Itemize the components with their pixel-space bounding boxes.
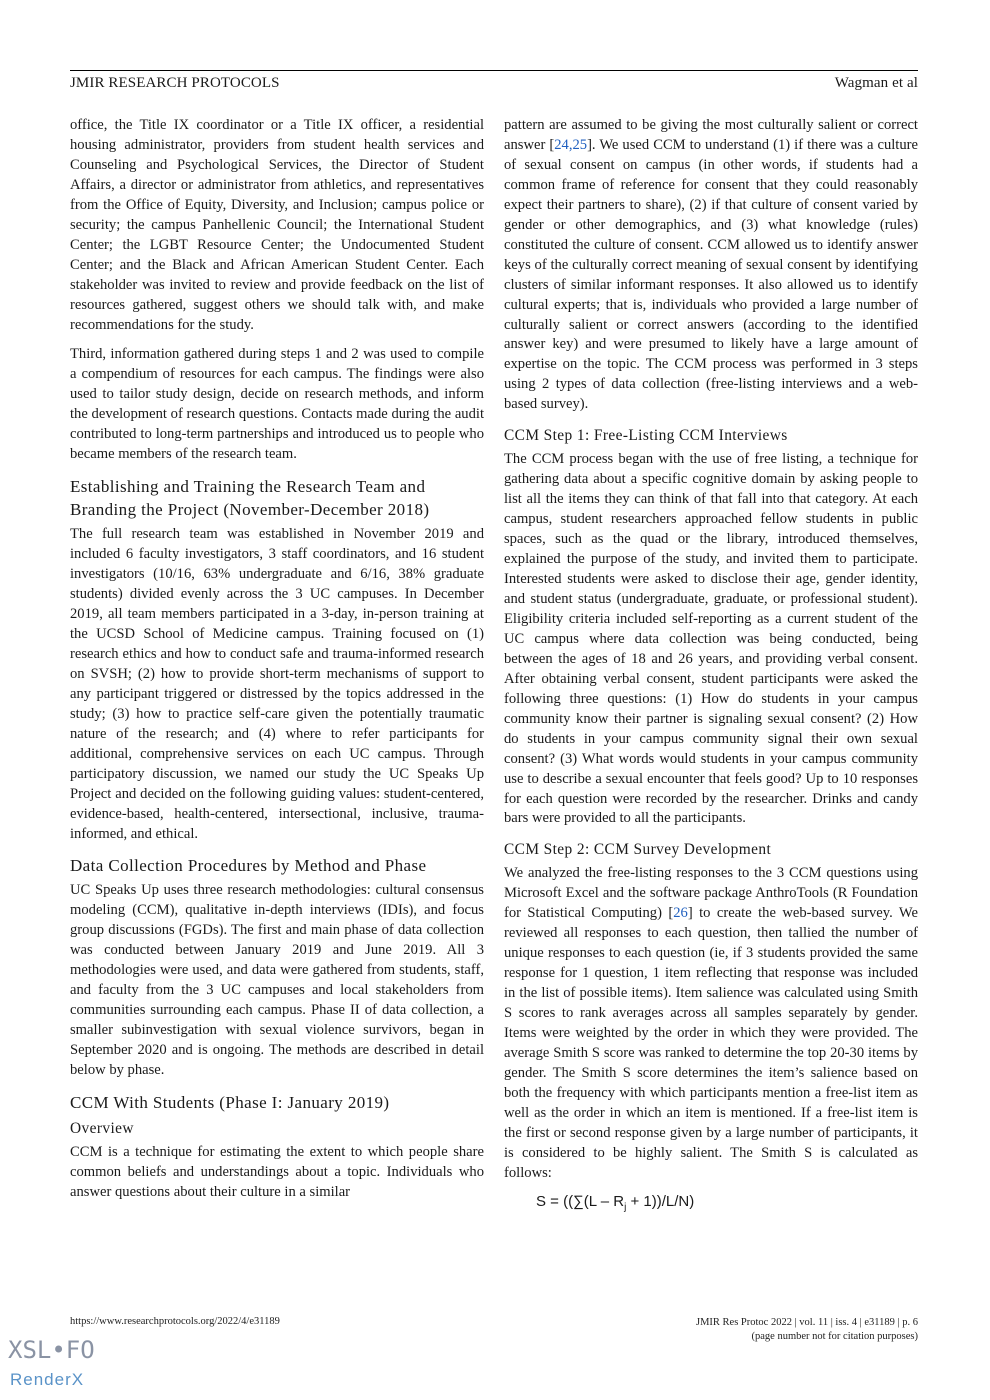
subsection-heading-step1: CCM Step 1: Free-Listing CCM Interviews [504, 427, 788, 445]
citation-link[interactable]: 24,25 [554, 136, 588, 153]
right-column [504, 116, 918, 1218]
page-note: (page number not for citation purposes) [751, 1331, 918, 1342]
section-heading-ccm: CCM With Students (Phase I: January 2019) [70, 1092, 390, 1112]
citation-link[interactable]: 26 [673, 905, 688, 922]
text-run: pattern are assumed to be giving the most culturally salient or correct answer [ [504, 117, 918, 153]
paragraph [504, 116, 918, 415]
running-header [70, 70, 918, 92]
text-run: We analyzed the free-listing responses to the 3 CCM questions using Microsoft Excel and the software package AnthroTools (R Foundation for Statistical Computing) [ [504, 865, 918, 922]
subsection-heading-overview: Overview [70, 1119, 134, 1137]
text-run: ] to create the web-based survey. We reviewed all responses to each question, then tallied the number of unique responses to each question (ie, if 3 students provided the same response for 1 question, 1 item reflecting that response was included in the list of possible items). Item salience was calculated using Smith S scores to rank averages across all samples separately by gender. Items were weighted by the order in which they were provided. The average Smith S score was ranked to determine the top 20-30 items by gender. The Smith S score determines the item’s salience based on both the frequency with which participants mention a free-list item as well as the order in which an item is mentioned. If a free-list item is the first or second response given by a large number of participants, it is considered to be highly salient. The Smith S is calculated as follows: [504, 905, 918, 1181]
paragraph: office, the Title IX coordinator or a Title IX officer, a residential housing administrator, providers from student health services and Counseling and Psychological Services, the Director of Student Affairs, a director or administrator from athletics, and representatives from the Office of Equity, Diversity, and Inclusion; campus police or security; the campus Panhellenic Council; the International Student Center; the LGBT Resource Center; the Undocumented Student Center; and the Black and African American Student Center. Each stakeholder was invited to review and provide feedback on the list of resources gathered, suggest others we should talk with, and make recommendations for the study. [70, 117, 484, 333]
formula-part: S = ((∑(L – R [536, 1192, 625, 1210]
paragraph: The full research team was established in November 2019 and included 6 faculty investigators, 3 staff coordinators, and 16 student investigators (10/16, 63% undergraduate and 6/16, 38% graduate students) divided evenly across the 3 UC campuses. In December 2019, all team members participated in a 3-day, in-person training at the UCSD School of Medicine campus. Training focused on (1) research ethics and how to conduct safe and trauma-informed research on SVSH; (2) how to provide short-term mechanisms of support to any participant triggered or distressed by the topics addressed in the study; (3) how to practice self-care given the potentially traumatic nature of the research; and (4) where to refer participants for additional, comprehensive services on each UC campus. Through participatory discussion, we named our study the UC Speaks Up Project and decided on the following guiding values: student-centered, evidence-based, health-centered, intersectional, inclusive, trauma-informed, and ethical. [70, 526, 484, 842]
text-run: ]. We used CCM to understand (1) if there was a culture of sexual consent on campus (in other words, if students had a common frame of reference for consent that they could reasonably expect their partners to share), (2) if that culture of consent varied by gender or other demographics, and (3) what knowledge (rules) constituted the culture of consent. CCM allowed us to identify answer keys of the culturally correct meaning of sexual consent by identifying clusters of similar informant responses. It also allowed us to identify cultural experts; that is, individuals who provided a large number of culturally salient or correct answers (according to the identified answer key) and were presumed to likely have a large amount of expertise on the topic. The CCM process was performed in 3 steps using 2 types of data collection (free-listing interviews and a web-based survey). [504, 136, 918, 413]
footer-url[interactable]: https://www.researchprotocols.org/2022/4/e31189 [70, 1316, 280, 1327]
left-column [70, 116, 484, 1213]
paragraph: UC Speaks Up uses three research methodologies: cultural consensus modeling (CCM), qualitative in-depth interviews (IDIs), and focus group discussions (FGDs). The first and main phase of data collection was conducted between January 2019 and June 2019. All 3 methodologies were used, and data were gathered from students, staff, and faculty from the 3 UC campuses and local stakeholders from communities surrounding each campus. Phase II of data collection, a smaller subinvestigation with sexual violence survivors, began in September 2020 and is ongoing. The methods are described in detail below by phase. [70, 882, 484, 1079]
author-running-head: Wagman et al [834, 75, 918, 91]
formula-subscript: j [624, 1201, 627, 1213]
smith-s-formula [536, 1192, 918, 1218]
paragraph: Third, information gathered during steps 1 and 2 was used to compile a compendium of resources for each campus. The findings were also used to tailor study design, decide on research methods, and inform the development of research questions. Contacts made during the audit contributed to long-term partnerships and introduced us to people who became members of the research team. [70, 346, 484, 463]
citation-line: JMIR Res Protoc 2022 | vol. 11 | iss. 4 | e31189 | p. 6 [695, 1317, 918, 1328]
paragraph: CCM is a technique for estimating the extent to which people share common beliefs and understandings about a topic. Individuals who answer questions about their culture in a similar [70, 1143, 484, 1200]
paragraph [504, 864, 918, 1183]
journal-name: JMIR RESEARCH PROTOCOLS [70, 75, 280, 91]
section-heading-data-collection: Data Collection Procedures by Method and Phase [70, 856, 427, 876]
formula-part: + 1))/L/N) [626, 1192, 695, 1210]
footer-citation [696, 1316, 918, 1344]
paragraph: The CCM process began with the use of free listing, a technique for gathering data about a specific cognitive domain by asking people to list all the items they can think of that fall into that category. At each campus, student researchers approached fellow students in public spaces, such as the quad or the library, introduced themselves, explained the purpose of the study, and invited them to participate. Interested students were asked to disclose their age, gender identity, and student status (undergraduate, graduate, or professional student). Eligibility criteria included self-reporting as a current student of the UC campus where data collection was being conducted, being between the ages of 18 and 26 years, and providing verbal consent. After obtaining verbal consent, student participants were asked the following three questions: (1) How do students in your campus community know their partner is signaling sexual consent? (2) How do students in your campus community signal their own sexual consent? (3) What words would students in your campus community use to describe a sexual encounter that feels good? Up to 10 responses for each question were recorded by the researcher. Drinks and candy bars were provided to all the participants. [504, 451, 918, 827]
section-heading-team: Establishing and Training the Research Team and Branding the Project (November-December 2018) [70, 477, 430, 520]
subsection-heading-step2: CCM Step 2: CCM Survey Development [504, 841, 772, 859]
renderx-watermark: RenderX [10, 1370, 85, 1389]
xslfo-watermark: XSL•FO [8, 1336, 95, 1364]
